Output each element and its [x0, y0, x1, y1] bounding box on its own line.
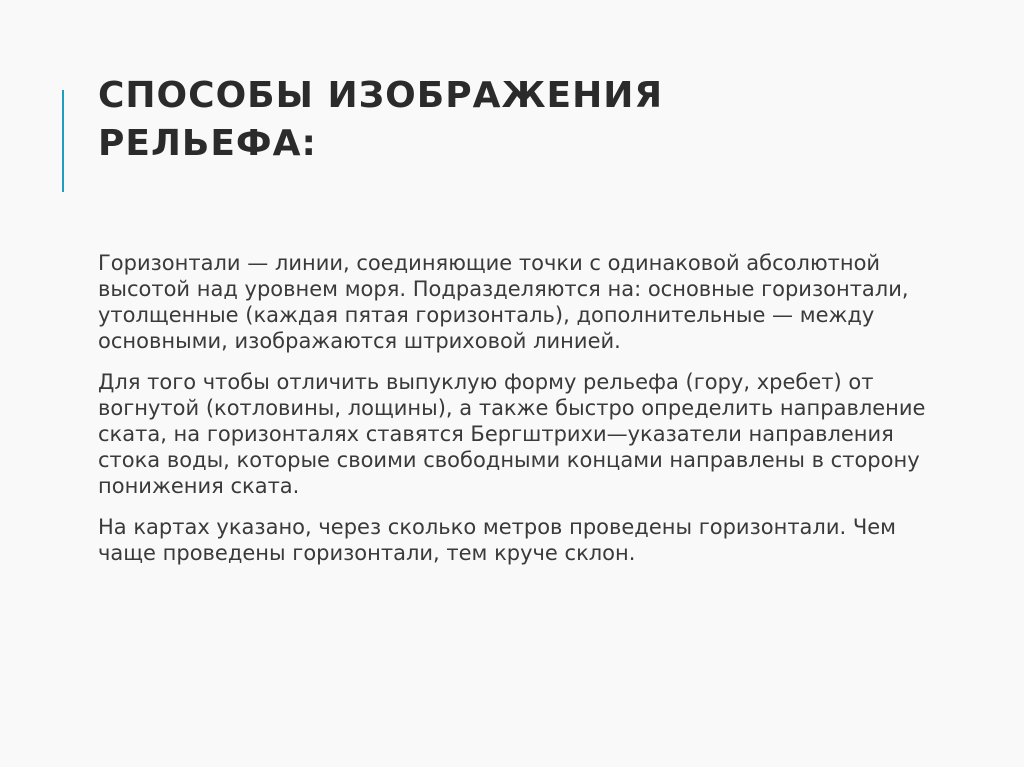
title-accent-bar: [62, 90, 64, 192]
body-paragraph-contour-interval: На картах указано, через сколько метров проведены горизонтали. Чем чаще проведены горизонтали, тем круче склон.: [98, 515, 897, 565]
slide-title-line-2: РЕЛЬЕФА:: [98, 123, 317, 164]
slide-title: [98, 72, 918, 168]
slide-body: [98, 250, 928, 581]
body-paragraph-contour-lines: Горизонтали — линии, соединяющие точки с одинаковой абсолютной высотой над уровнем моря. Подразделяются на: основные горизонтали, утолщенные (каждая пятая горизонталь), дополнительные — между основными, изображаются штриховой линией.: [98, 251, 909, 353]
slide-title-line-1: СПОСОБЫ ИЗОБРАЖЕНИЯ: [98, 75, 664, 116]
body-paragraph-slope-ticks: Для того чтобы отличить выпуклую форму рельефа (гору, хребет) от вогнутой (котловины, лощины), а также быстро определить направление ската, на горизонталях ставятся Бергштрихи—указатели направления стока воды, которые своими свободными концами направлены в сторону понижения ската.: [98, 370, 926, 498]
